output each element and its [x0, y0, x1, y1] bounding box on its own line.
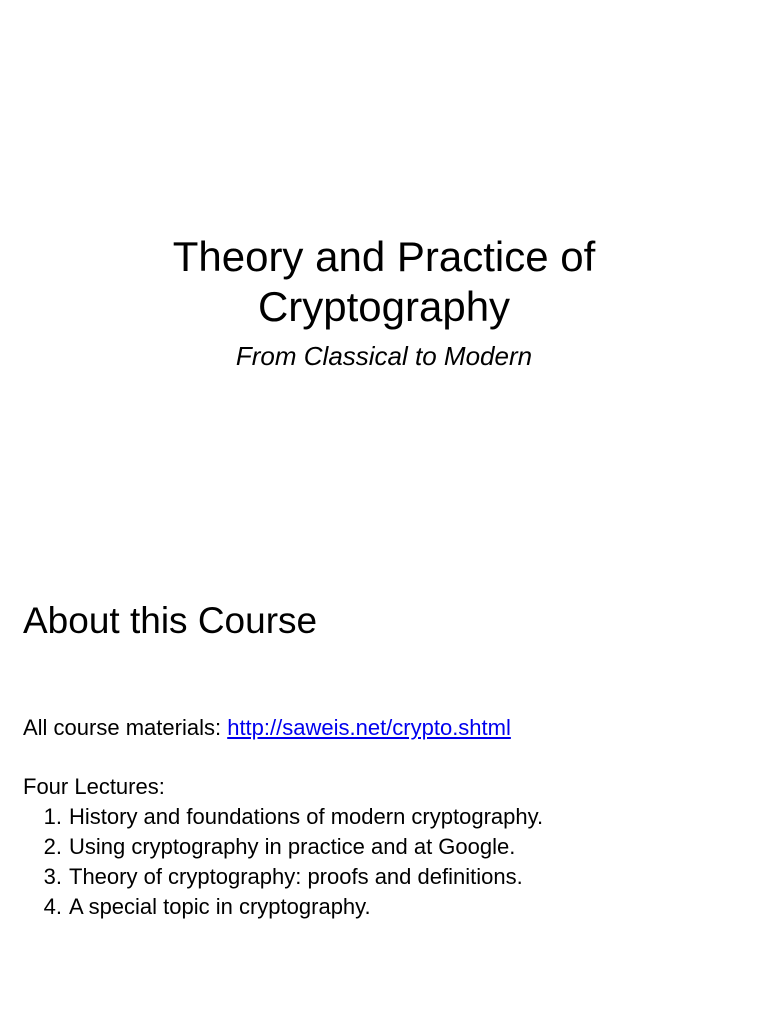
slide-subtitle: From Classical to Modern	[235, 341, 533, 371]
lecture-text: Theory of cryptography: proofs and definitions.	[69, 864, 523, 889]
lecture-list	[23, 802, 543, 922]
materials-label: All course materials:	[23, 715, 222, 740]
lecture-item	[23, 862, 543, 892]
slide-title	[0, 232, 768, 332]
materials-link[interactable]: http://saweis.net/crypto.shtml	[227, 715, 511, 740]
lecture-number: 1 .	[23, 802, 62, 832]
lecture-number: 2 .	[23, 832, 62, 862]
about-section	[23, 598, 743, 644]
lecture-text: Using cryptography in practice and at Google.	[69, 834, 516, 859]
lecture-text: History and foundations of modern cryptography.	[69, 804, 544, 829]
lecture-item	[23, 832, 543, 862]
course-materials-line	[23, 713, 511, 743]
lectures-block	[23, 772, 543, 922]
section-heading: About this Course	[23, 600, 318, 641]
slide-title-line1: Theory and Practice of	[172, 233, 596, 280]
lecture-number: 4 .	[23, 892, 62, 922]
lecture-number: 3 .	[23, 862, 62, 892]
lecture-item	[23, 892, 543, 922]
slide-title-line2: Cryptography	[257, 283, 511, 330]
lectures-label: Four Lectures:	[23, 774, 165, 799]
title-slide	[0, 232, 768, 372]
lecture-text: A special topic in cryptography.	[69, 894, 371, 919]
lecture-item	[23, 802, 543, 832]
